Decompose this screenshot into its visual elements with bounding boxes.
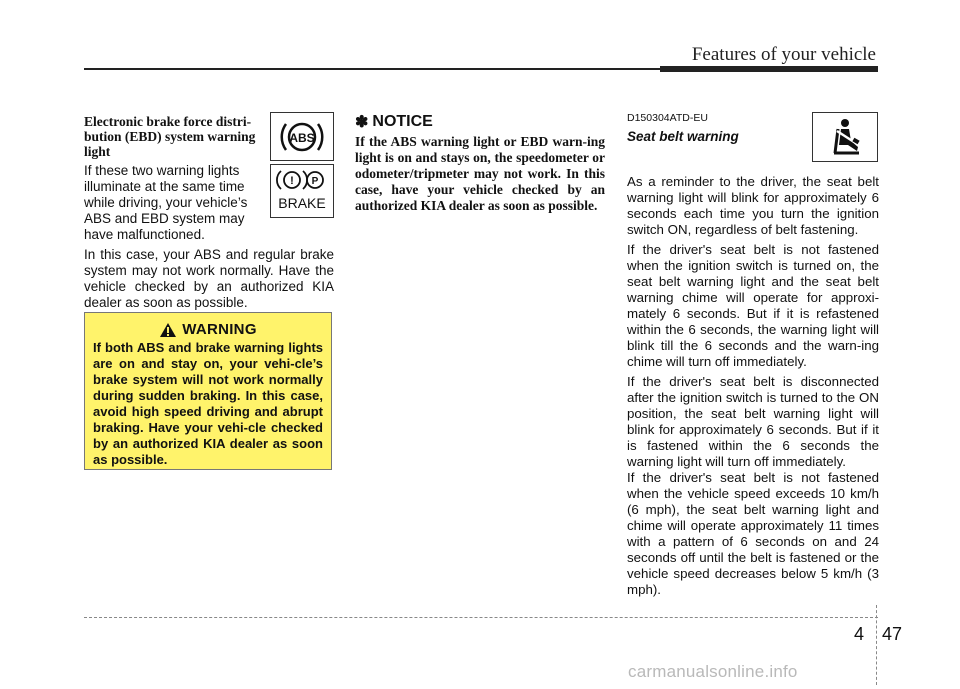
warning-triangle-icon	[159, 322, 177, 338]
warning-box	[84, 312, 332, 470]
footer-rule	[84, 617, 878, 618]
brake-warning-icon	[273, 167, 331, 215]
column-seatbelt	[627, 112, 879, 602]
abs-icon-label: ABS	[289, 130, 315, 145]
watermark: carmanualsonline.info	[628, 662, 798, 681]
brake-icon-box	[270, 164, 334, 218]
page-chapter: 4	[854, 624, 865, 644]
warning-text: If both ABS and brake warning lights are on and stay on, your vehi-cle’s brake system will not work normally during sudden braking. In this case, avoid high speed driving and abrupt braking. Have your vehi-cle checked by an authorized KIA dealer as soon as possible.	[93, 340, 323, 467]
header-title: Features of your vehicle	[691, 44, 876, 65]
seatbelt-para-3: If the driver's seat belt is disconnected after the ignition switch is turned to the ON position, the seat belt warning light will blink for approximately 6 seconds. But if it is fastened within the 6 seconds the warning light will turn off immediately.	[627, 374, 879, 469]
seatbelt-para-2: If the driver's seat belt is not fastened when the ignition switch is turned on, the seat belt warning light and the seat belt warning chime will operate for approxi-mately 6 seconds. But if it is refastened within the 6 seconds, the warning light will blink till the 6 seconds and the warn-ing chime will turn off immediately.	[627, 242, 879, 369]
notice-mark-icon: ✽	[355, 114, 369, 131]
section-code: D150304ATD-EU	[627, 112, 708, 124]
ebd-heading: Electronic brake force distri-bution (EBD) system warning light	[84, 114, 256, 159]
abs-icon-box	[270, 112, 334, 161]
warning-title: WARNING	[182, 321, 257, 338]
ebd-body-2: In this case, your ABS and regular brake system may not work normally. Have the vehicle checked by an authorized KIA dealer as soon as possible.	[84, 247, 334, 310]
notice-title-row	[355, 112, 605, 132]
notice-title: NOTICE	[372, 113, 433, 130]
warning-header	[93, 321, 323, 338]
seatbelt-para-1: As a reminder to the driver, the seat belt warning light will blink for approximately 6 seconds each time you turn the ignition switch ON, regardless of belt fastening.	[627, 174, 879, 237]
brake-excl-label: !	[290, 175, 294, 187]
brake-p-label: P	[311, 176, 319, 187]
brake-icon-label: BRAKE	[278, 195, 326, 211]
abs-warning-icon	[278, 116, 326, 158]
seatbelt-para-4: If the driver's seat belt is not fastened when the vehicle speed exceeds 10 km/h (6 mph), the seat belt warning light and chime will operate approximately 11 times with a pattern of 6 seconds on and 24 seconds off until the belt is fastened or the vehicle speed decreases below 5 km/h (3 mph).	[627, 470, 879, 597]
page-number: 47	[882, 624, 903, 644]
footer-divider	[876, 605, 878, 685]
seat-belt-warning-icon	[825, 117, 865, 157]
seatbelt-icon-box	[812, 112, 878, 162]
ebd-body-1: If these two warning lights illuminate at the same time while driving, your vehicle’s ABS and EBD system may have malfunctioned.	[84, 163, 248, 242]
seatbelt-heading: Seat belt warning	[627, 129, 739, 144]
column-notice	[355, 112, 605, 214]
header-rule-accent	[660, 66, 878, 72]
notice-text: If the ABS warning light or EBD warn-ing light is on and stays on, the speedometer or odometer/tripmeter may not work. In this case, have your vehicle checked by an authorized KIA dealer as soon as possible.	[355, 134, 605, 213]
